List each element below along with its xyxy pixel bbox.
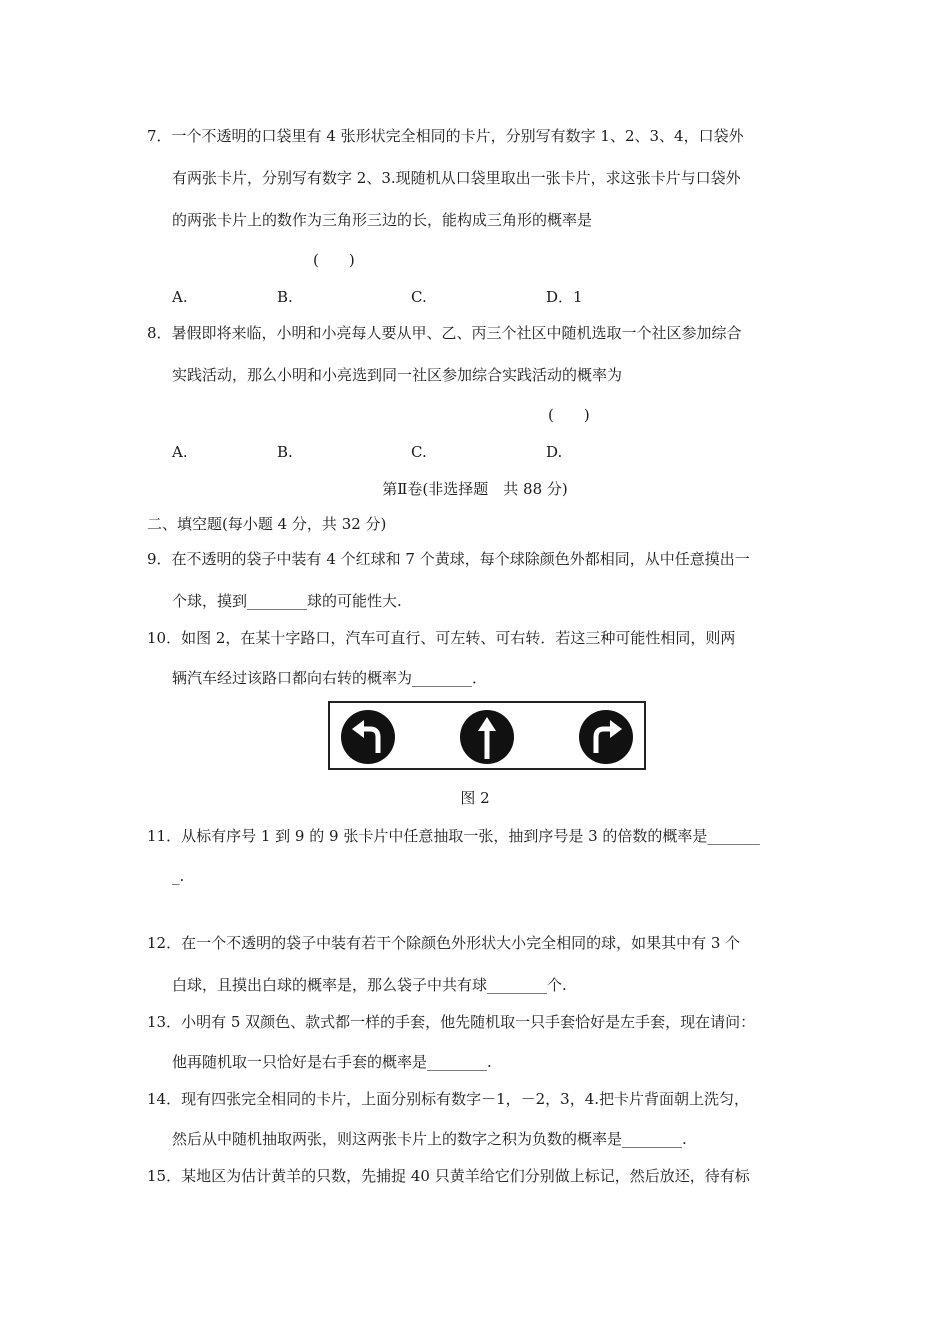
q7-option-d: D．1 (546, 288, 583, 306)
q8-option-b: B. (277, 443, 293, 461)
turn-right-icon (578, 709, 634, 765)
q12-line-2: 白球，且摸出白球的概率是，那么袋子中共有球________个. (172, 976, 567, 994)
q7-answer-paren: ( ) (313, 251, 355, 269)
q15-line-1: 15．某地区为估计黄羊的只数，先捕捉 40 只黄羊给它们分别做上标记，然后放还，待有标 (147, 1167, 750, 1185)
q12-line-1: 12．在一个不透明的袋子中装有若干个除颜色外形状大小完全相同的球，如果其中有 3 个 (147, 934, 741, 952)
figure-2-traffic-signs (328, 701, 646, 770)
q8-option-d: D. (546, 443, 563, 461)
q10-line-1: 10．如图 2，在某十字路口，汽车可直行、可左转、可右转．若这三种可能性相同，则两 (147, 629, 736, 647)
q11-line-1: 11．从标有序号 1 到 9 的 9 张卡片中任意抽取一张，抽到序号是 3 的倍数的概率是_______ (147, 827, 760, 845)
q8-line-1: 8．暑假即将来临，小明和小亮每人要从甲、乙、丙三个社区中随机选取一个社区参加综合 (147, 324, 742, 342)
q11-line-2: _. (172, 867, 185, 885)
q14-line-1: 14．现有四张完全相同的卡片，上面分别标有数字－1，－2，3，4.把卡片背面朝上洗匀， (147, 1090, 750, 1108)
q14-line-2: 然后从中随机抽取两张，则这两张卡片上的数字之积为负数的概率是________. (172, 1130, 687, 1148)
q7-line-2: 有两张卡片，分别写有数字 2、3.现随机从口袋里取出一张卡片，求这张卡片与口袋外 (172, 169, 741, 187)
straight-arrow-icon (459, 709, 515, 765)
q7-option-b: B. (277, 288, 293, 306)
q7-option-a: A. (172, 288, 188, 306)
figure-2-caption: 图 2 (460, 789, 490, 807)
q7-option-c: C. (411, 288, 427, 306)
q8-option-a: A. (172, 443, 188, 461)
q9-line-2: 个球，摸到________球的可能性大. (172, 592, 402, 610)
turn-left-icon (340, 709, 396, 765)
q13-line-1: 13．小明有 5 双颜色、款式都一样的手套，他先随机取一只手套恰好是左手套，现在请问： (147, 1013, 756, 1031)
q8-option-c: C. (411, 443, 427, 461)
q7-line-1: 7．一个不透明的口袋里有 4 张形状完全相同的卡片，分别写有数字 1、2、3、4，口袋外 (147, 127, 744, 145)
q10-line-2: 辆汽车经过该路口都向右转的概率为________． (172, 669, 488, 687)
q7-line-3: 的两张卡片上的数作为三角形三边的长，能构成三角形的概率是 (172, 211, 593, 229)
section-title: 第Ⅱ卷(非选择题 共 88 分) (382, 480, 568, 498)
q8-answer-paren: ( ) (548, 406, 590, 424)
q9-line-1: 9．在不透明的袋子中装有 4 个红球和 7 个黄球，每个球除颜色外都相同，从中任意摸出一 (147, 550, 750, 568)
q8-line-2: 实践活动，那么小明和小亮选到同一社区参加综合实践活动的概率为 (172, 366, 623, 384)
q13-line-2: 他再随机取一只恰好是右手套的概率是________. (172, 1053, 492, 1071)
part2-heading: 二、填空题(每小题 4 分，共 32 分) (147, 515, 387, 533)
